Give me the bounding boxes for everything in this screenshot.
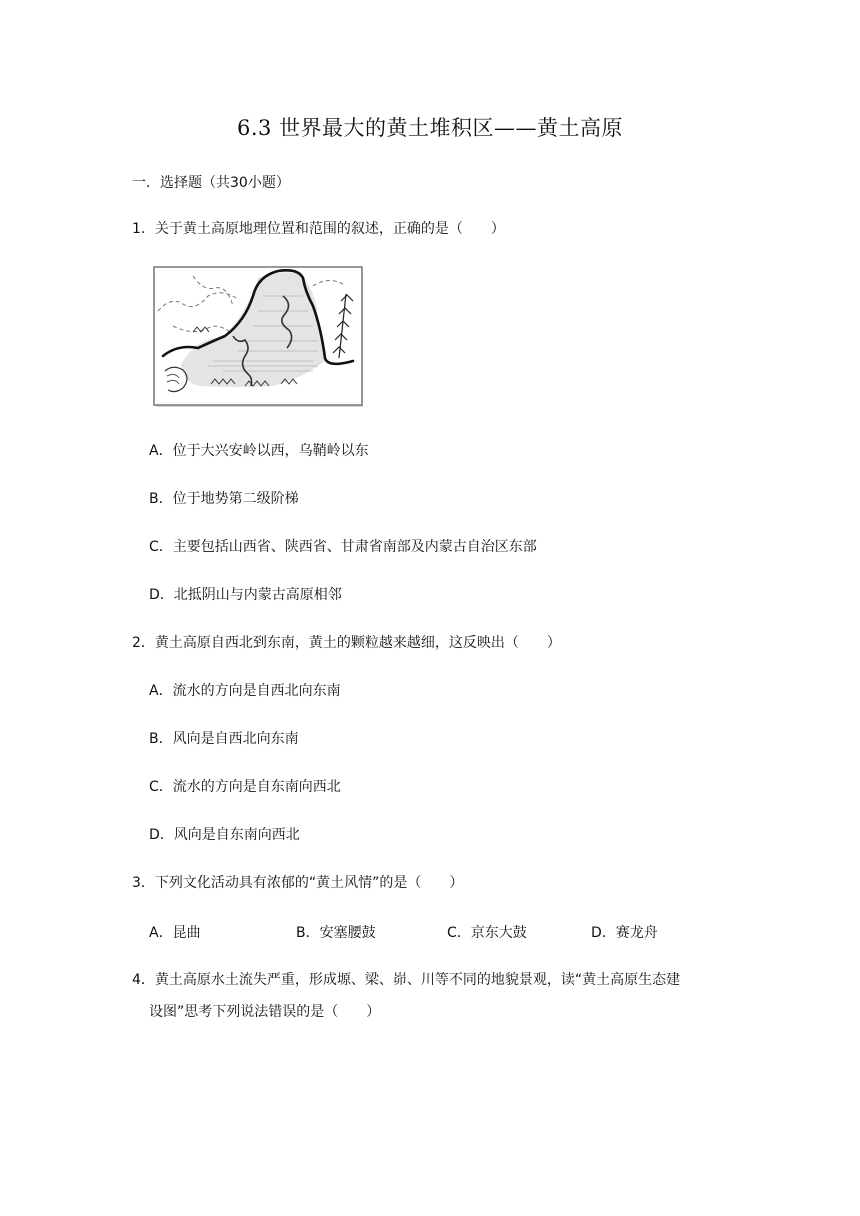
question-3-option-b: B．安塞腰鼓 (296, 925, 376, 941)
question-2-stem: 2．黄土高原自西北到东南，黄土的颗粒越来越细，这反映出（ ） (132, 635, 561, 651)
question-3-option-c: C．京东大鼓 (447, 925, 527, 941)
question-1-stem: 1．关于黄土高原地理位置和范围的叙述，正确的是（ ） (132, 221, 505, 237)
question-1-option-d: D．北抵阴山与内蒙古高原相邻 (149, 587, 342, 603)
question-2-option-b: B．风向是自西北向东南 (149, 731, 299, 747)
question-3-option-a: A．昆曲 (149, 925, 201, 941)
question-3-stem: 3．下列文化活动具有浓郁的“黄土风情”的是（ ） (132, 875, 464, 891)
question-4-stem-line-2: 设图”思考下列说法错误的是（ ） (149, 1004, 381, 1020)
question-4-stem-line-1: 4．黄土高原水土流失严重，形成塬、梁、峁、川等不同的地貌景观，读“黄土高原生态建 (132, 972, 681, 988)
question-3-option-d: D．赛龙舟 (591, 925, 658, 941)
question-1-option-b: B．位于地势第二级阶梯 (149, 491, 299, 507)
section-heading: 一．选择题（共30小题） (132, 175, 290, 191)
question-3-options (149, 922, 749, 942)
loess-plateau-map-figure (153, 266, 365, 409)
question-2-option-a: A．流水的方向是自西北向东南 (149, 683, 341, 699)
document-title: 6.3 世界最大的黄土堆积区——黄土高原 (236, 116, 624, 140)
loess-plateau-map-icon (153, 266, 365, 409)
question-1-option-a: A．位于大兴安岭以西，乌鞘岭以东 (149, 443, 369, 459)
question-2-option-c: C．流水的方向是自东南向西北 (149, 779, 341, 795)
question-1-option-c: C．主要包括山西省、陕西省、甘肃省南部及内蒙古自治区东部 (149, 539, 537, 555)
question-2-option-d: D．风向是自东南向西北 (149, 827, 300, 843)
